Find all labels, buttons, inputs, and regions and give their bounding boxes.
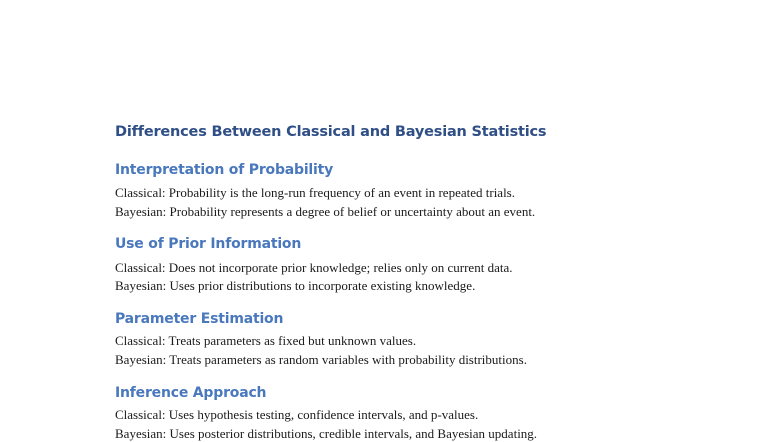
bayesian-prior-text: Bayesian: Uses prior distributions to incorporate existing knowledge.: [115, 278, 476, 293]
classical-estimation-text: Classical: Treats parameters as fixed but unknown values.: [115, 333, 417, 348]
classical-interpretation-text: Classical: Probability is the long-run frequency of an event in repeated trials.: [115, 185, 515, 200]
section-heading-interpretation: Interpretation of Probability: [115, 162, 334, 178]
section-heading-prior-information: Use of Prior Information: [115, 236, 302, 252]
bayesian-inference-text: Bayesian: Uses posterior distributions, credible intervals, and Bayesian updating.: [115, 426, 538, 441]
bayesian-estimation-text: Bayesian: Treats parameters as random variables with probability distributions.: [115, 352, 527, 367]
classical-prior-text: Classical: Does not incorporate prior knowledge; relies only on current data.: [115, 260, 513, 275]
section-heading-inference-approach: Inference Approach: [115, 385, 267, 401]
document-title: Differences Between Classical and Bayesian Statistics: [115, 124, 547, 140]
bayesian-interpretation-text: Bayesian: Probability represents a degree of belief or uncertainty about an event.: [115, 204, 536, 219]
section-heading-parameter-estimation: Parameter Estimation: [115, 311, 284, 327]
classical-inference-text: Classical: Uses hypothesis testing, confidence intervals, and p-values.: [115, 407, 479, 422]
